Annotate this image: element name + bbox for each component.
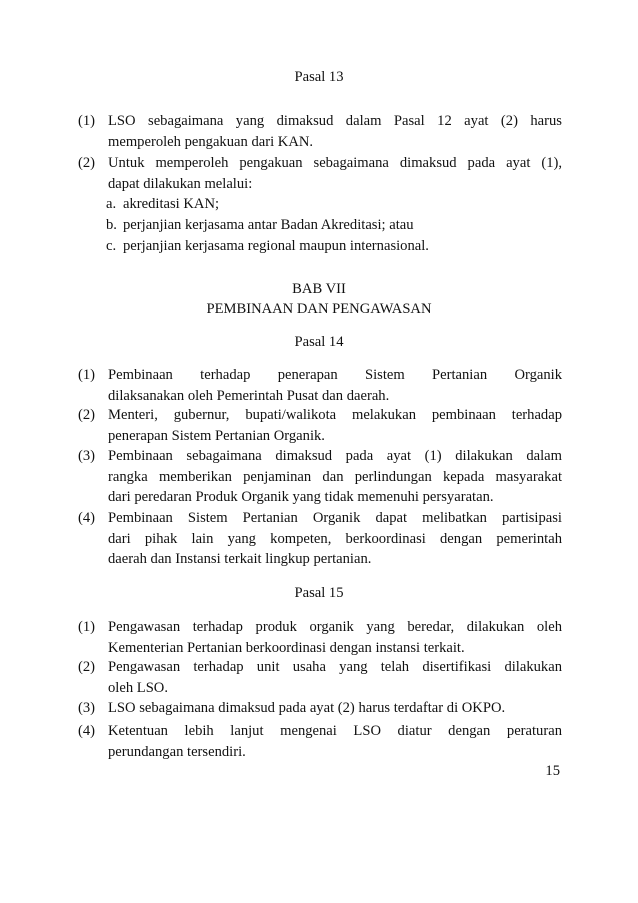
subitem-text: perjanjian kerjasama antar Badan Akreditasi; atau <box>123 217 414 233</box>
item-text-line: daerah dan Instansi terkait lingkup pertanian. <box>108 551 372 567</box>
item-number: (4) <box>78 510 96 526</box>
item-text-line: Pembinaan sebagaimana dimaksud pada ayat (1) dilakukan dalam <box>108 448 562 464</box>
page-number: 15 <box>545 763 560 779</box>
item-text-line: dapat dilakukan melalui: <box>108 175 253 192</box>
item-text-line: LSO sebagaimana yang dimaksud dalam Pasal 12 ayat (2) harus <box>108 113 562 129</box>
item-text-line: Kementerian Pertanian berkoordinasi dengan instansi terkait. <box>108 639 465 656</box>
subitem-label: b. <box>106 217 117 233</box>
item-text-line: Menteri, gubernur, bupati/walikota melakukan pembinaan terhadap <box>108 407 562 423</box>
item-text-line: dari pihak lain yang kompeten, berkoordinasi dengan pemerintah <box>108 530 562 547</box>
pasal-15-heading: Pasal 15 <box>294 585 344 601</box>
item-text-line: Pembinaan Sistem Pertanian Organik dapat melibatkan partisipasi <box>108 510 562 526</box>
item-text-line: LSO sebagaimana dimaksud pada ayat (2) harus terdaftar di OKPO. <box>108 700 506 716</box>
pasal-14-heading: Pasal 14 <box>294 334 344 350</box>
subitem-text: akreditasi KAN; <box>123 196 220 212</box>
item-number: (2) <box>78 659 96 675</box>
item-number: (2) <box>78 407 96 423</box>
item-text-line: Pengawasan terhadap produk organik yang beredar, dilakukan oleh <box>108 619 562 635</box>
chapter-title: PEMBINAAN DAN PENGAWASAN <box>206 301 432 317</box>
item-text-line: memperoleh pengakuan dari KAN. <box>108 133 314 150</box>
item-number: (1) <box>78 619 96 635</box>
item-number: (1) <box>78 367 96 383</box>
item-number: (4) <box>78 723 96 739</box>
item-text-line: Untuk memperoleh pengakuan sebagaimana dimaksud pada ayat (1), <box>108 155 562 171</box>
item-text-line: perundangan tersendiri. <box>108 743 246 760</box>
item-text-line: rangka memberikan penjaminan dan perlindungan kepada masyarakat <box>108 468 562 485</box>
item-number: (3) <box>78 700 96 716</box>
item-number: (1) <box>78 113 96 129</box>
pasal-13-subitem-c <box>106 236 429 257</box>
subitem-label: c. <box>106 238 117 254</box>
item-text-line: oleh LSO. <box>108 679 168 696</box>
pasal-13-heading: Pasal 13 <box>294 69 344 85</box>
item-text-line: Pengawasan terhadap unit usaha yang telah disertifikasi dilakukan <box>108 659 562 675</box>
pasal-13-subitem-a <box>106 194 219 215</box>
item-text-line: Pembinaan terhadap penerapan Sistem Pertanian Organik <box>108 367 562 383</box>
subitem-label: a. <box>106 196 117 212</box>
item-number: (2) <box>78 155 96 171</box>
pasal-13-subitem-b <box>106 215 414 236</box>
item-text-line: Ketentuan lebih lanjut mengenai LSO diatur dengan peraturan <box>108 723 562 739</box>
item-text-line: dari peredaran Produk Organik yang tidak memenuhi persyaratan. <box>108 489 494 505</box>
chapter-number: BAB VII <box>292 281 346 297</box>
subitem-text: perjanjian kerjasama regional maupun internasional. <box>123 238 429 254</box>
item-text-line: penerapan Sistem Pertanian Organik. <box>108 427 325 444</box>
item-text-line: dilaksanakan oleh Pemerintah Pusat dan daerah. <box>108 387 390 404</box>
item-number: (3) <box>78 448 96 464</box>
